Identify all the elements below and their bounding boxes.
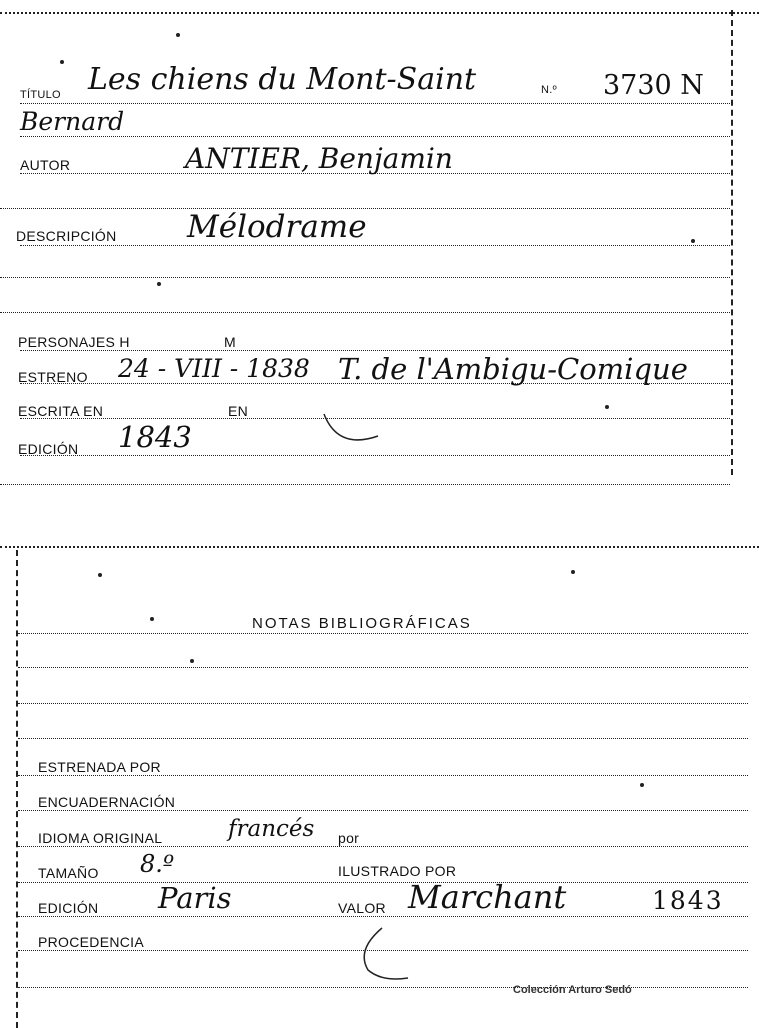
personajes-m-label: M bbox=[224, 334, 236, 350]
valor-value: Marchant bbox=[408, 878, 567, 916]
rule-bottom bbox=[0, 484, 730, 485]
card-right-edge bbox=[731, 10, 733, 475]
escrita-label: ESCRITA EN bbox=[18, 403, 104, 419]
rule-blank-3 bbox=[18, 738, 748, 739]
edicion-label: EDICIÓN bbox=[38, 900, 99, 916]
rule-blank-1 bbox=[18, 667, 748, 668]
ilustrado-label: ILUSTRADO POR bbox=[338, 863, 457, 879]
punch-hole-arc bbox=[320, 410, 384, 450]
speck bbox=[157, 282, 161, 286]
rule-idioma bbox=[18, 846, 748, 847]
procedencia-label: PROCEDENCIA bbox=[38, 934, 144, 950]
rule-blank-3 bbox=[0, 312, 730, 313]
estrenada-label: ESTRENADA POR bbox=[38, 759, 161, 775]
rule-bottom bbox=[18, 987, 748, 988]
speck bbox=[605, 405, 609, 409]
punch-hole-arc bbox=[356, 926, 416, 982]
valor-label: VALOR bbox=[338, 900, 386, 916]
rule-blank-2 bbox=[18, 703, 748, 704]
edicion-label: EDICIÓN bbox=[18, 441, 79, 457]
titulo-value-line1: Les chiens du Mont-Saint bbox=[88, 62, 477, 97]
idioma-label: IDIOMA ORIGINAL bbox=[38, 830, 163, 846]
edicion-value: Paris bbox=[158, 881, 232, 915]
speck bbox=[176, 33, 180, 37]
rule-descripcion bbox=[20, 245, 730, 246]
numero-value: 3730 N bbox=[603, 70, 704, 101]
rule-personajes bbox=[20, 350, 730, 351]
collection-stamp: Colección Arturo Sedó bbox=[513, 984, 632, 996]
estreno-label: ESTRENO bbox=[18, 369, 88, 385]
rule-edicion bbox=[20, 455, 730, 456]
speck bbox=[60, 60, 64, 64]
autor-label: AUTOR bbox=[20, 157, 71, 173]
speck bbox=[640, 783, 644, 787]
rule-tamano bbox=[18, 882, 748, 883]
rule-estrenada bbox=[18, 775, 748, 776]
speck bbox=[571, 570, 575, 574]
estreno-teatro: T. de l'Ambigu-Comique bbox=[338, 352, 688, 386]
estreno-value: 24 - VIII - 1838 bbox=[118, 354, 310, 383]
speck bbox=[190, 659, 194, 663]
rule-edicion bbox=[18, 916, 748, 917]
escrita-en-label: EN bbox=[228, 403, 249, 419]
rule-blank-2 bbox=[0, 277, 730, 278]
valor-year: 1843 bbox=[652, 886, 724, 915]
card-top-edge bbox=[0, 12, 759, 16]
titulo-label: TÍTULO bbox=[20, 89, 61, 101]
rule-encuadernacion bbox=[18, 810, 748, 811]
speck bbox=[150, 617, 154, 621]
rule-titulo bbox=[20, 103, 730, 104]
card-top-edge bbox=[0, 546, 759, 550]
encuadernacion-label: ENCUADERNACIÓN bbox=[38, 794, 176, 810]
tamano-label: TAMAÑO bbox=[38, 865, 99, 881]
speck bbox=[98, 573, 102, 577]
card-left-edge bbox=[16, 550, 18, 1028]
titulo-value-line2: Bernard bbox=[20, 107, 125, 136]
edicion-value: 1843 bbox=[118, 420, 192, 454]
idioma-por-label: por bbox=[338, 830, 360, 846]
idioma-value: francés bbox=[228, 816, 315, 842]
rule-heading bbox=[18, 633, 748, 634]
catalog-card-back bbox=[0, 540, 759, 1028]
notas-heading: NOTAS BIBLIOGRÁFICAS bbox=[252, 615, 472, 632]
numero-label: N.º bbox=[541, 84, 557, 96]
personajes-label: PERSONAJES H bbox=[18, 334, 130, 350]
tamano-value: 8.º bbox=[140, 850, 175, 878]
catalog-card-front bbox=[0, 0, 759, 495]
autor-value: ANTIER, Benjamin bbox=[185, 142, 453, 175]
speck bbox=[691, 239, 695, 243]
descripcion-label: DESCRIPCIÓN bbox=[16, 228, 117, 244]
rule-titulo-2 bbox=[20, 136, 730, 137]
descripcion-value: Mélodrame bbox=[187, 209, 367, 245]
